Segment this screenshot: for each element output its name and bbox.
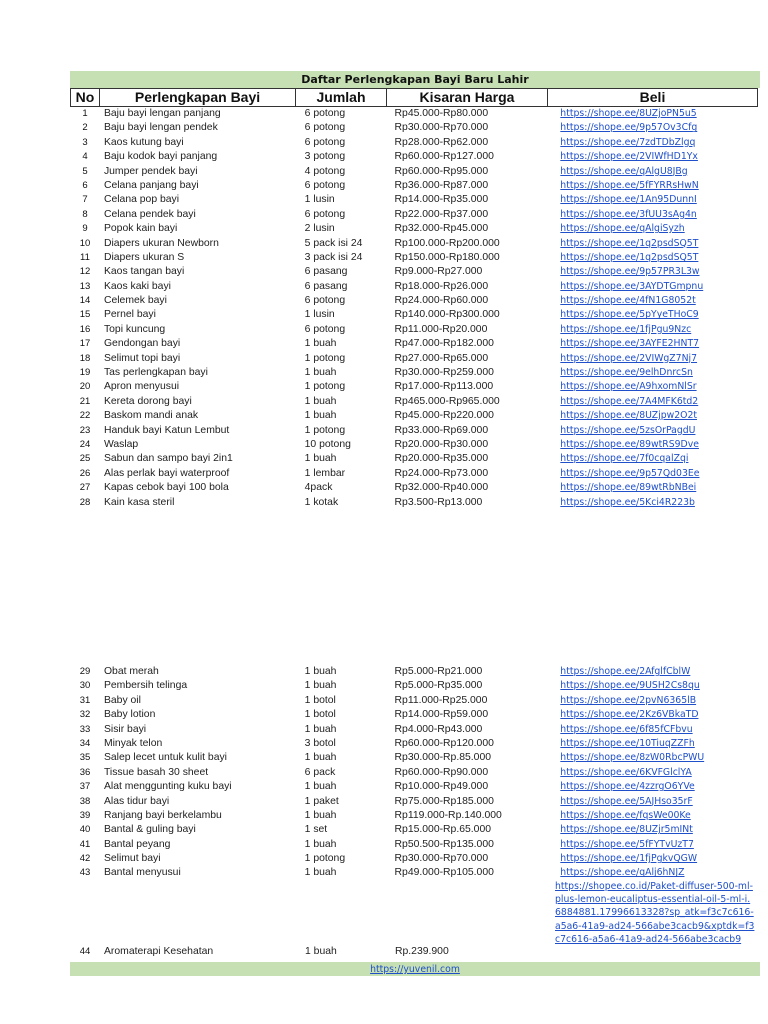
item-price: Rp60.000-Rp127.000 [394, 151, 494, 163]
item-name: Obat merah [103, 666, 159, 677]
item-qty: 4pack [304, 482, 333, 494]
table-row [70, 409, 760, 423]
table-row [70, 438, 760, 452]
buy-link[interactable]: https://shope.ee/10TiuqZZFh [560, 737, 695, 749]
item-price: Rp50.500-Rp135.000 [394, 838, 494, 850]
item-name: Tissue basah 30 sheet [103, 766, 209, 778]
item-qty: 1 buah [304, 453, 337, 465]
table-row [70, 366, 760, 380]
buy-link[interactable]: https://shope.ee/6f85fCFbvu [560, 723, 693, 735]
table-row [70, 467, 760, 481]
buy-link[interactable]: https://shope.ee/9p57Qd03Ee [560, 467, 700, 479]
item-qty: 1 lusin [304, 194, 335, 206]
buy-link[interactable]: https://shope.ee/6KVFGlclYA [560, 766, 692, 778]
row-number: 1 [82, 108, 88, 119]
buy-link[interactable]: https://shope.ee/qAlgiSyzh [560, 223, 685, 235]
item-qty: 1 set [304, 824, 328, 836]
table-row [70, 766, 760, 780]
table-row [70, 179, 760, 193]
table-row [70, 380, 760, 394]
item-qty: 10 potong [304, 438, 351, 450]
table-row [70, 294, 760, 308]
item-price: Rp17.000-Rp113.000 [394, 381, 494, 393]
item-qty: 1 potong [304, 381, 346, 393]
item-name: Kapas cebok bayi 100 bola [103, 482, 229, 494]
table-row [70, 823, 760, 837]
item-price: Rp32.000-Rp45.000 [394, 223, 489, 235]
row-number: 32 [79, 709, 91, 721]
header-item: Perlengkapan Bayi [99, 88, 296, 107]
table-row [70, 424, 760, 438]
table-row [70, 481, 760, 495]
table-row [70, 265, 760, 279]
item-qty: 1 buah [304, 781, 337, 793]
buy-link[interactable]: https://shope.ee/2AfglfCblW [560, 666, 691, 677]
row-number: 36 [79, 766, 91, 778]
row-number: 33 [79, 723, 91, 735]
row-number: 18 [79, 352, 91, 364]
item-name: Waslap [103, 438, 139, 450]
table-row [70, 337, 760, 351]
item-name: Jumper pendek bayi [103, 165, 198, 177]
item-price: Rp465.000-Rp965.000 [394, 395, 500, 407]
item-price: Rp30.000-Rp.85.000 [394, 752, 492, 764]
item-qty: 1 lusin [304, 309, 335, 321]
item-price: Rp4.000-Rp43.000 [394, 723, 483, 735]
item-qty: 1 potong [304, 853, 346, 865]
header-qty: Jumlah [295, 88, 387, 107]
buy-link[interactable]: https://shope.ee/4zzrgO6YVe [560, 781, 695, 793]
row-number: 23 [79, 424, 91, 436]
item-price: Rp22.000-Rp37.000 [394, 208, 489, 220]
item-qty: 3 pack isi 24 [304, 251, 363, 263]
buy-link[interactable]: https://shope.ee/5fFYRRsHwN [560, 179, 699, 191]
item-qty: 1 potong [304, 424, 346, 436]
item-price: Rp32.000-Rp40.000 [394, 482, 489, 494]
item-price: Rp47.000-Rp182.000 [394, 338, 494, 350]
buy-link[interactable]: https://shope.ee/5fFYTvUzT7 [560, 838, 694, 850]
buy-link[interactable]: https://shope.ee/5AJHso35rF [560, 795, 693, 807]
row-number: 13 [79, 280, 91, 292]
buy-link[interactable]: https://shope.ee/7A4MFK6td2 [560, 395, 699, 407]
item-name: Sisir bayi [103, 723, 147, 735]
row-number: 15 [79, 309, 91, 321]
item-qty: 1 buah [304, 867, 337, 879]
item-qty: 1 buah [304, 680, 337, 692]
row-number: 7 [82, 194, 88, 206]
table-row [70, 193, 760, 207]
buy-link[interactable]: https://shope.ee/8UZjr5mINt [560, 824, 693, 836]
buy-link[interactable]: https://shope.ee/9elhDnrcSn [560, 367, 693, 379]
item-qty: 6 potong [304, 136, 346, 148]
item-price: Rp119.000-Rp.140.000 [394, 809, 502, 821]
item-price: Rp24.000-Rp73.000 [394, 467, 489, 479]
buy-link[interactable]: https://shope.ee/1fjPgkvQGW [560, 853, 698, 865]
buy-link[interactable]: https://shope.ee/8zW0RbcPWU [560, 752, 705, 764]
item-name: Kain kasa steril [103, 496, 175, 508]
item-price: Rp11.000-Rp20.000 [394, 323, 488, 335]
item-price: Rp9.000-Rp27.000 [394, 266, 483, 278]
row-number: 38 [79, 795, 91, 807]
item-price: Rp15.000-Rp.65.000 [394, 824, 492, 836]
item-price: Rp75.000-Rp185.000 [394, 795, 494, 807]
row-number: 12 [79, 266, 91, 278]
item-name: Alas perlak bayi waterproof [103, 467, 230, 479]
table-row [70, 165, 760, 179]
item-price: Rp45.000-Rp80.000 [394, 108, 489, 119]
item-price: Rp5.000-Rp21.000 [394, 666, 483, 677]
row-number: 24 [79, 438, 91, 450]
item-price: Rp5.000-Rp35.000 [394, 680, 483, 692]
item-qty: 5 pack isi 24 [304, 237, 363, 249]
item-price: Rp10.000-Rp49.000 [394, 781, 489, 793]
row-number: 26 [79, 467, 91, 479]
item-qty: 1 botol [304, 709, 336, 721]
sheet-title: Daftar Perlengkapan Bayi Baru Lahir [70, 71, 760, 88]
item-price: Rp24.000-Rp60.000 [394, 295, 489, 307]
table-row [70, 809, 760, 823]
row-number: 34 [79, 737, 91, 749]
row-number: 9 [82, 223, 88, 235]
table-row [70, 395, 760, 409]
item-price: Rp49.000-Rp105.000 [394, 867, 494, 879]
item-name: Minyak telon [103, 737, 163, 749]
item-qty: 1 potong [304, 352, 346, 364]
item-price: Rp27.000-Rp65.000 [394, 352, 489, 364]
item-qty: 1 buah [304, 723, 337, 735]
item-name: Sabun dan sampo bayi 2in1 [103, 453, 233, 465]
item-qty: 1 botol [304, 694, 336, 706]
item-name: Salep lecet untuk kulit bayi [103, 752, 227, 764]
item-name: Kaos tangan bayi [103, 266, 185, 278]
header-buy: Beli [547, 88, 758, 107]
item-name: Baju kodok bayi panjang [103, 151, 218, 163]
row-number: 21 [79, 395, 91, 407]
buy-link[interactable]: https://shope.ee/2pvN6365lB [560, 694, 697, 706]
table-body-first [70, 107, 760, 510]
buy-link[interactable]: https://shope.ee/A9hxomNlSr [560, 381, 697, 393]
buy-link[interactable]: https://shope.ee/5zsOrPagdU [560, 424, 696, 436]
row-number: 29 [79, 666, 91, 677]
item-qty: 6 potong [304, 108, 346, 119]
row-number: 8 [82, 208, 88, 220]
item-qty: 1 buah [304, 752, 337, 764]
table-row [70, 280, 760, 294]
item-name: Bantal menyusui [103, 867, 181, 879]
item-qty: 6 pasang [304, 266, 348, 278]
item-qty: 1 buah [304, 666, 337, 677]
buy-link[interactable]: https://shope.ee/9p57Ov3Cfg [560, 122, 698, 134]
item-name: Pembersih telinga [103, 680, 188, 692]
item-name: Alas tidur bayi [103, 795, 170, 807]
row-number: 37 [79, 781, 91, 793]
row-number: 31 [79, 694, 91, 706]
buy-link[interactable]: https://shope.ee/3AYDTGmpnu [560, 280, 704, 292]
item-name: Baskom mandi anak [103, 410, 199, 422]
buy-link[interactable]: https://shope.ee/7f0cqalZqi [560, 453, 689, 465]
row-number: 14 [79, 295, 91, 307]
item-price: Rp30.000-Rp259.000 [394, 367, 494, 379]
item-qty: 6 pasang [304, 280, 348, 292]
item-price: Rp20.000-Rp30.000 [394, 438, 489, 450]
table-row [70, 308, 760, 322]
row-number: 5 [82, 165, 88, 177]
item-price: Rp30.000-Rp70.000 [394, 853, 489, 865]
buy-link[interactable]: https://shope.ee/89wtRS9Dve [560, 438, 699, 450]
buy-link[interactable]: https://shope.ee/2VIWfHD1Yx [560, 151, 698, 163]
row-number: 22 [79, 410, 91, 422]
table-row [70, 838, 760, 852]
item-price: Rp60.000-Rp90.000 [394, 766, 489, 778]
item-name: Ranjang bayi berkelambu [103, 809, 222, 821]
table-body-second [70, 665, 760, 881]
item-qty: 4 potong [304, 165, 346, 177]
table-row [70, 150, 760, 164]
item-name: Bantal & guling bayi [103, 824, 196, 836]
item-price: Rp100.000-Rp200.000 [394, 237, 500, 249]
row-number: 25 [79, 453, 91, 465]
item-name: Celana pendek bayi [103, 208, 196, 220]
buy-link[interactable]: https://shope.ee/fqsWe00Ke [560, 809, 691, 821]
buy-link[interactable]: https://shope.ee/9USH2Cs8qu [560, 680, 700, 692]
row-number: 28 [79, 496, 91, 508]
buy-link[interactable]: https://shope.ee/5Kci4R223b [560, 496, 695, 508]
row-number: 4 [82, 151, 88, 163]
header-no: No [70, 88, 100, 107]
table-row [70, 352, 760, 366]
buy-link[interactable]: https://shope.ee/5pYyeTHoC9 [560, 309, 699, 321]
row-number: 42 [79, 853, 91, 865]
item-name: Diapers ukuran Newborn [103, 237, 219, 249]
item-qty: 2 lusin [304, 223, 335, 235]
item-qty: 1 buah [305, 946, 337, 957]
item-price: Rp14.000-Rp35.000 [394, 194, 489, 206]
item-name: Diapers ukuran S [103, 251, 185, 263]
table-row [70, 751, 760, 765]
buy-link[interactable]: https://shope.ee/8UZjpw2O2t [560, 410, 697, 422]
row-number: 35 [79, 752, 91, 764]
buy-link[interactable]: https://shope.ee/1q2psdSQ5T [560, 251, 699, 263]
item-name: Selimut topi bayi [103, 352, 181, 364]
item-qty: 6 potong [304, 179, 346, 191]
buy-link[interactable]: https://shope.ee/qAlj6hNJZ [560, 867, 685, 879]
table-row [70, 222, 760, 236]
item-qty: 1 buah [304, 338, 337, 350]
buy-link[interactable]: https://shopee.co.id/Paket-diffuser-500-ml-plus-lemon-eucaliptus-essential-oil-5-ml-i.6884881.17996613328?sp_atk=f3c7c616-a5a6-41a9-ad24-566abe3cacb9&xptdk=f3c7c616-a5a6-41a9-ad24-566abe3cacb9 [555, 881, 755, 945]
buy-link[interactable]: https://shope.ee/89wtRbNBei [560, 482, 697, 494]
item-price: Rp45.000-Rp220.000 [394, 410, 494, 422]
table-row [70, 452, 760, 466]
buy-link[interactable]: https://shope.ee/4fN1G8052t [560, 295, 696, 307]
table-row [70, 136, 760, 150]
buy-link[interactable]: https://shope.ee/3AYFE2HNT7 [560, 338, 700, 350]
item-qty: 1 buah [304, 838, 337, 850]
table-row [70, 866, 760, 880]
row-number: 16 [79, 323, 91, 335]
row-number: 2 [82, 122, 88, 134]
row-number: 19 [79, 367, 91, 379]
item-name: Pernel bayi [103, 309, 156, 321]
item-qty: 1 kotak [304, 496, 339, 508]
item-qty: 6 potong [304, 323, 346, 335]
buy-link[interactable]: https://shope.ee/2Kz6VBkaTD [560, 709, 699, 721]
table-header [70, 88, 760, 107]
item-qty: 6 potong [304, 208, 346, 220]
item-qty: 1 paket [304, 795, 339, 807]
item-price: Rp30.000-Rp70.000 [394, 122, 489, 134]
row-number: 20 [79, 381, 91, 393]
table-row [70, 237, 760, 251]
item-price: Rp60.000-Rp120.000 [394, 737, 494, 749]
item-qty: 1 buah [304, 809, 337, 821]
table-row [70, 694, 760, 708]
item-price: Rp14.000-Rp59.000 [394, 709, 489, 721]
item-name: Handuk bayi Katun Lembut [103, 424, 230, 436]
item-name: Alat menggunting kuku bayi [103, 781, 232, 793]
row-number: 39 [79, 809, 91, 821]
footer-bar [70, 962, 760, 976]
item-qty: 6 pack [304, 766, 336, 778]
item-name: Baby oil [103, 694, 141, 706]
item-name: Celana panjang bayi [103, 179, 199, 191]
item-qty: 3 potong [304, 151, 346, 163]
item-name: Celemek bayi [103, 295, 167, 307]
item-price: Rp11.000-Rp25.000 [394, 694, 488, 706]
item-price: Rp36.000-Rp87.000 [394, 179, 489, 191]
buy-link[interactable]: https://shope.ee/1fjPgu9Nzc [560, 323, 692, 335]
table-row [70, 665, 760, 679]
row-number: 40 [79, 824, 91, 836]
item-name: Baby lotion [103, 709, 156, 721]
item-name: Popok kain bayi [103, 223, 178, 235]
item-name: Bantal peyang [103, 838, 171, 850]
buy-link[interactable]: https://shope.ee/7zdTDbZlgq [560, 136, 696, 148]
row-number: 17 [79, 338, 91, 350]
item-qty: 1 buah [304, 367, 337, 379]
item-name: Gendongan bayi [103, 338, 181, 350]
table-row [70, 795, 760, 809]
item-name: Topi kuncung [103, 323, 166, 335]
footer-link[interactable]: https://yuvenil.com [370, 964, 460, 975]
row-number: 3 [82, 136, 88, 148]
item-price: Rp60.000-Rp95.000 [394, 165, 489, 177]
row-number: 6 [82, 179, 88, 191]
table-row [70, 121, 760, 135]
item-price: Rp.239.900 [395, 946, 449, 957]
table-row [70, 780, 760, 794]
item-name: Kaos kutung bayi [103, 136, 184, 148]
item-name: Aromaterapi Kesehatan [104, 946, 214, 957]
item-price: Rp18.000-Rp26.000 [394, 280, 489, 292]
buy-link[interactable]: https://shope.ee/1An95DunnI [560, 194, 697, 206]
table-row [70, 679, 760, 693]
row-number: 10 [79, 237, 91, 249]
item-name: Tas perlengkapan bayi [103, 367, 208, 379]
row-number: 11 [80, 251, 90, 263]
table-row [70, 323, 760, 337]
item-price: Rp33.000-Rp69.000 [394, 424, 489, 436]
buy-link[interactable]: https://shope.ee/3fUU3sAg4n [560, 208, 697, 220]
item-name: Celana pop bayi [103, 194, 180, 206]
item-qty: 6 potong [304, 122, 346, 134]
row-number: 27 [79, 482, 91, 494]
item-qty: 1 buah [304, 395, 337, 407]
table-row [70, 708, 760, 722]
table-row [70, 107, 760, 121]
item-name: Kereta dorong bayi [103, 395, 192, 407]
row-number: 41 [79, 838, 91, 850]
buy-link[interactable]: https://shope.ee/1q2psdSQ5T [560, 237, 699, 249]
row-number: 30 [79, 680, 91, 692]
item-qty: 3 botol [304, 737, 336, 749]
item-price: Rp150.000-Rp180.000 [394, 251, 500, 263]
item-qty: 6 potong [304, 295, 346, 307]
item-name: Kaos kaki bayi [103, 280, 171, 292]
item-price: Rp3.500-Rp13.000 [394, 496, 483, 508]
header-price: Kisaran Harga [386, 88, 548, 107]
buy-link[interactable]: https://shope.ee/8UZjoPN5u5 [560, 108, 697, 119]
buy-link[interactable]: https://shope.ee/qAlgU8JBg [560, 165, 688, 177]
item-price: Rp140.000-Rp300.000 [394, 309, 500, 321]
row-number: 43 [79, 867, 91, 879]
table-row [70, 737, 760, 751]
item-qty: 1 lembar [304, 467, 346, 479]
item-price: Rp28.000-Rp62.000 [394, 136, 489, 148]
table-row [70, 251, 760, 265]
item-price: Rp20.000-Rp35.000 [394, 453, 489, 465]
table-row [70, 723, 760, 737]
item-name: Baju bayi lengan pendek [103, 122, 218, 134]
item-name: Selimut bayi [103, 853, 161, 865]
item-qty: 1 buah [304, 410, 337, 422]
row-number: 44 [79, 946, 91, 957]
table-row [70, 208, 760, 222]
table-row [70, 496, 760, 510]
item-name: Apron menyusui [103, 381, 180, 393]
buy-link[interactable]: https://shope.ee/2VIWgZ7Nj7 [560, 352, 698, 364]
item-name: Baju bayi lengan panjang [103, 108, 221, 119]
buy-link[interactable]: https://shope.ee/9p57PR3L3w [560, 266, 700, 278]
table-row [70, 852, 760, 866]
